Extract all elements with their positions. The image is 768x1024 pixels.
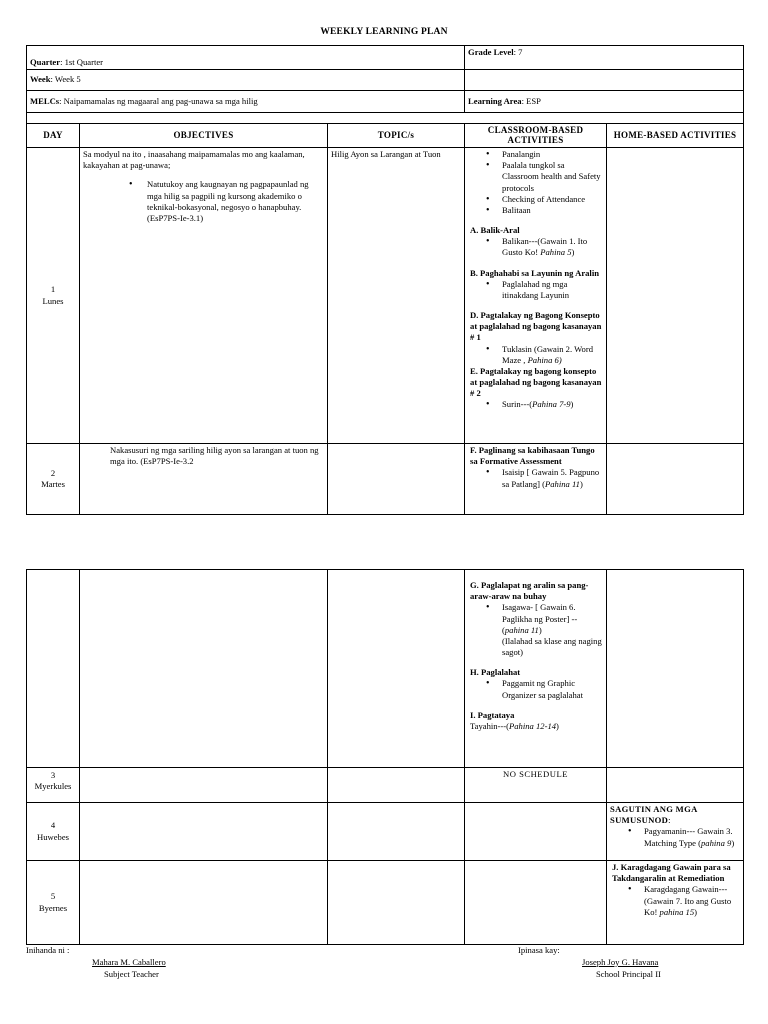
grade-level-cell bbox=[465, 46, 744, 70]
section-i-page: Pahina 12-14 bbox=[509, 720, 557, 731]
no-schedule-label: NO SCHEDULE bbox=[503, 769, 568, 779]
section-a-page: Pahina 5 bbox=[540, 247, 572, 258]
melcs-label: MELCs bbox=[30, 95, 60, 106]
prepared-by-name: Mahara M. Caballero bbox=[92, 957, 166, 967]
thursday-home-page: pahina 9 bbox=[701, 837, 732, 848]
prelim-item: • Balitaan bbox=[468, 205, 603, 216]
prepared-by-role: Subject Teacher bbox=[104, 969, 159, 979]
friday-classroom-cell bbox=[465, 861, 607, 945]
wednesday-day-name: Myerkules bbox=[34, 781, 72, 792]
monday-objective-intro: Sa modyul na ito , inaasahang maipamamalas mo ang kaalaman, kakayahan at pag-unawa; bbox=[83, 149, 305, 171]
header-objectives: OBJECTIVES bbox=[80, 124, 328, 148]
monday-classroom-cell bbox=[465, 148, 607, 444]
week-label: Week bbox=[30, 74, 51, 85]
monday-topic: Hilig Ayon sa Larangan at Tuon bbox=[331, 149, 441, 159]
section-f-text: Isaisip [ Gawain 5. Pagpuno sa Patlang] ( bbox=[502, 467, 600, 489]
learning-area-cell bbox=[465, 91, 744, 113]
section-h-title: H. Paglalahat bbox=[470, 667, 521, 678]
section-f-page: Pahina 11 bbox=[545, 478, 580, 489]
learning-area-value: : ESP bbox=[521, 95, 541, 106]
tuesday-classroom-cell bbox=[465, 444, 607, 515]
section-d-title: D. Pagtalakay ng Bagong Konsepto at paglalahad ng bagong kasanayan # 1 bbox=[470, 310, 602, 343]
section-i-title: I. Pagtataya bbox=[470, 709, 515, 720]
section-h-item: • Paggamit ng Graphic Organizer sa paglalahat bbox=[468, 678, 603, 700]
prelim-item: • Paalala tungkol sa Classroom health and Safety protocols bbox=[468, 160, 603, 194]
friday-row bbox=[27, 861, 744, 945]
tuesday-objectives-cell bbox=[80, 444, 328, 515]
section-b-title: B. Paghahabi sa Layunin ng Aralin bbox=[470, 267, 599, 278]
lesson-plan-table-page2 bbox=[26, 569, 744, 945]
thursday-day-number: 4 bbox=[50, 820, 56, 831]
friday-topic-cell bbox=[328, 861, 465, 945]
prelim-item: • Checking of Attendance bbox=[468, 194, 603, 205]
quarter-row bbox=[27, 46, 744, 70]
friday-objectives-cell bbox=[80, 861, 328, 945]
monday-day-number: 1 bbox=[50, 284, 56, 295]
wednesday-row bbox=[27, 768, 744, 803]
wednesday-day-cell bbox=[27, 768, 80, 803]
tuesday-row bbox=[27, 444, 744, 515]
section-a-text: Balikan---(Gawain 1. Ito Gusto Ko! bbox=[502, 236, 588, 258]
spacer-row bbox=[27, 113, 744, 124]
section-g-text: Isagawa- [ Gawain 6. Paglikha ng Poster] --( bbox=[502, 602, 578, 635]
wednesday-topic-cell bbox=[328, 768, 465, 803]
section-g-note: (Ilalahad sa klase ang naging sagot) bbox=[502, 635, 602, 658]
section-i-item bbox=[468, 721, 603, 732]
thursday-objectives-cell bbox=[80, 803, 328, 861]
wednesday-objectives-cell bbox=[80, 768, 328, 803]
section-f-end: ) bbox=[579, 478, 583, 489]
friday-day-name: Byernes bbox=[38, 902, 68, 913]
monday-objective-list bbox=[83, 179, 324, 224]
monday-day-name: Lunes bbox=[42, 295, 64, 306]
section-j-item bbox=[610, 884, 740, 918]
monday-prelim-list bbox=[468, 149, 603, 216]
thursday-day-name: Huwebes bbox=[37, 831, 69, 842]
continuation-day-cell bbox=[27, 570, 80, 768]
section-j-text: Karagdagang Gawain---(Gawain 7. Ito ang Gusto Ko! bbox=[644, 884, 732, 917]
tuesday-day-cell bbox=[27, 444, 80, 515]
lesson-plan-table-page1 bbox=[26, 45, 744, 515]
thursday-home-item bbox=[610, 826, 740, 848]
section-e-end: ) bbox=[570, 399, 574, 410]
section-f-item bbox=[468, 467, 603, 489]
wednesday-home-cell bbox=[607, 768, 744, 803]
monday-topic-cell bbox=[328, 148, 465, 444]
tuesday-day-name: Martes bbox=[41, 479, 65, 489]
spacer-cell bbox=[27, 113, 744, 124]
week-value: : Week 5 bbox=[50, 74, 81, 85]
section-j-page: pahina 15 bbox=[659, 906, 695, 917]
section-i-text: Tayahin---( bbox=[470, 720, 510, 731]
quarter-label: Quarter bbox=[30, 56, 61, 67]
continuation-row bbox=[27, 570, 744, 768]
monday-row bbox=[27, 148, 744, 444]
section-d-item bbox=[468, 344, 603, 366]
wednesday-day-number: 3 bbox=[50, 770, 56, 780]
friday-home-cell bbox=[607, 861, 744, 945]
quarter-value: : 1st Quarter bbox=[60, 56, 104, 67]
submitted-to-name: Joseph Joy G. Havana bbox=[582, 957, 659, 967]
continuation-topic-cell bbox=[328, 570, 465, 768]
thursday-home-title bbox=[610, 804, 740, 826]
section-a-title: A. Balik-Aral bbox=[470, 225, 520, 236]
section-d-text: Tuklasin (Gawain 2. Word Maze , bbox=[502, 343, 594, 365]
header-topics: TOPIC/s bbox=[328, 124, 465, 148]
tuesday-home-cell bbox=[607, 444, 744, 515]
submitted-to-role: School Principal II bbox=[596, 969, 661, 979]
header-home-activities: HOME-BASED ACTIVITIES bbox=[607, 124, 744, 148]
grade-level-label: Grade Level bbox=[468, 47, 514, 57]
section-j-end: ) bbox=[694, 906, 698, 917]
thursday-home-end: ) bbox=[731, 837, 735, 848]
tuesday-objective: Nakasusuri ng mga sariling hilig ayon sa larangan at tuon ng mga ito. (EsP7PS-Ie-3.2 bbox=[110, 445, 319, 467]
continuation-objectives-cell bbox=[80, 570, 328, 768]
quarter-cell bbox=[27, 46, 465, 70]
tuesday-day-number: 2 bbox=[50, 467, 56, 478]
friday-day-number: 5 bbox=[50, 891, 56, 902]
section-g-item bbox=[468, 602, 603, 658]
monday-objective-item: • Natutukoy ang kaugnayan ng pagpapaunlad ng mga hilig sa pagpili ng kursong akademiko o teknikal-bokasyonal, negosyo o hanapbuhay. (EsP7PS-Ie-3.1) bbox=[83, 179, 324, 224]
section-d-page: Pahina 6) bbox=[527, 354, 562, 365]
header-classroom-activities: CLASSROOM-BASED ACTIVITIES bbox=[465, 124, 607, 148]
section-g-title: G. Paglalapat ng aralin sa pang-araw-araw na buhay bbox=[470, 580, 589, 602]
week-cell bbox=[27, 70, 465, 91]
friday-day-cell bbox=[27, 861, 80, 945]
section-f-title: F. Paglinang sa kabihasaan Tungo sa Formative Assessment bbox=[470, 445, 595, 467]
thursday-classroom-cell bbox=[465, 803, 607, 861]
monday-day-cell bbox=[27, 148, 80, 444]
monday-objectives-cell bbox=[80, 148, 328, 444]
monday-home-cell bbox=[607, 148, 744, 444]
document-title: WEEKLY LEARNING PLAN bbox=[320, 27, 448, 37]
prelim-item: • Panalangin bbox=[468, 149, 603, 160]
melcs-row bbox=[27, 91, 744, 113]
thursday-topic-cell bbox=[328, 803, 465, 861]
section-i-end: ) bbox=[556, 720, 559, 731]
thursday-day-cell bbox=[27, 803, 80, 861]
melcs-value: : Naipamamalas ng magaaral ang pag-unawa sa mga hilig bbox=[59, 95, 258, 106]
section-e-title: E. Pagtalakay ng bagong konsepto at paglalahad ng bagong kasanayan # 2 bbox=[470, 365, 602, 399]
thursday-row bbox=[27, 803, 744, 861]
melcs-cell bbox=[27, 91, 465, 113]
thursday-home-title-colon: : bbox=[668, 815, 671, 826]
section-g-end: ) bbox=[538, 624, 542, 635]
section-e-page: Pahina 7-9 bbox=[532, 399, 571, 410]
tuesday-topic-cell bbox=[328, 444, 465, 515]
section-e-text: Surin---( bbox=[502, 399, 533, 410]
wednesday-classroom-cell bbox=[465, 768, 607, 803]
week-right-cell bbox=[465, 70, 744, 91]
thursday-home-text: Pagyamanin--- Gawain 3. Matching Type ( bbox=[644, 826, 733, 848]
section-g-page: pahina 11 bbox=[504, 624, 539, 635]
thursday-home-cell bbox=[607, 803, 744, 861]
prepared-by-label: Inihanda ni : bbox=[26, 945, 70, 955]
column-header-row bbox=[27, 124, 744, 148]
continuation-home-cell bbox=[607, 570, 744, 768]
learning-area-label: Learning Area bbox=[468, 95, 522, 106]
thursday-home-title-text: SAGUTIN ANG MGA SUMUSUNOD bbox=[610, 804, 698, 826]
section-a-item: • Balikan---(Gawain 1. Ito Gusto Ko! Pahina 5) bbox=[468, 236, 603, 258]
section-e-item bbox=[468, 399, 603, 410]
grade-level-value: : 7 bbox=[513, 47, 523, 57]
section-j-title: J. Karagdagang Gawain para sa Takdangaralin at Remediation bbox=[612, 862, 731, 884]
submitted-to-label: Ipinasa kay: bbox=[518, 945, 560, 955]
week-row bbox=[27, 70, 744, 91]
header-day: DAY bbox=[27, 124, 80, 148]
continuation-classroom-cell bbox=[465, 570, 607, 768]
section-b-item: • Paglalahad ng mga itinakdang Layunin bbox=[468, 279, 603, 301]
